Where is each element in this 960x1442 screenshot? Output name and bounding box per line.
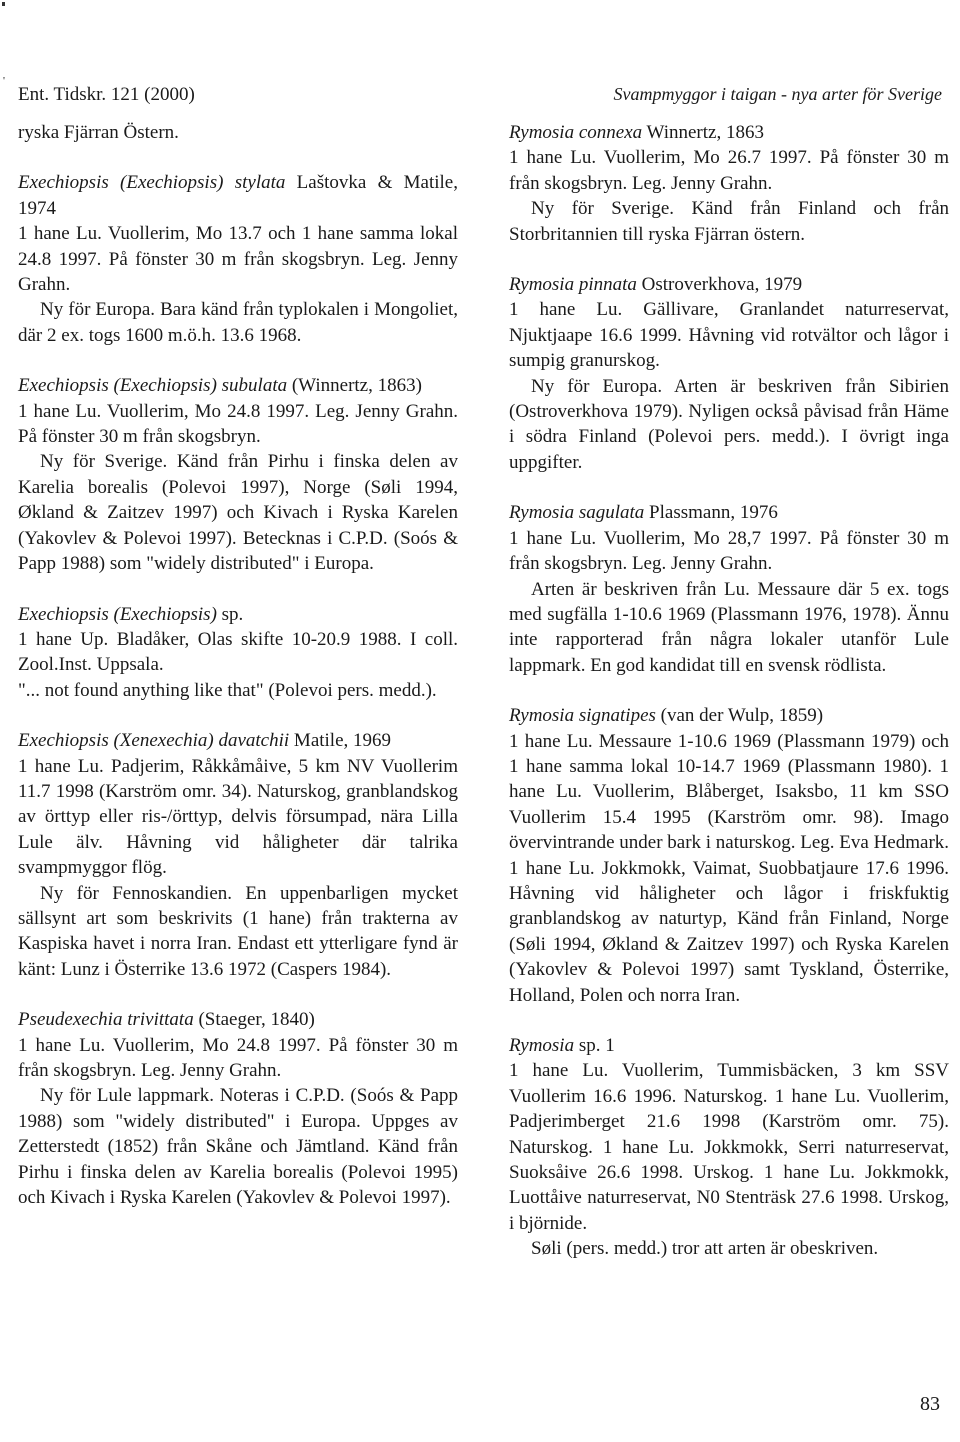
comment-text: Søli (pers. medd.) tror att arten är obeskriven.	[531, 1238, 879, 1260]
species-entry	[18, 120, 458, 145]
record-text: 1 hane Lu. Vuollerim, Mo 24.8 1997. Leg. Jenny Grahn. På fönster 30 m från skogsbryn.	[18, 400, 458, 448]
species-name: Exechiopsis (Exechiopsis) stylata	[18, 172, 286, 194]
species-author: Plassmann, 1976	[644, 502, 778, 524]
right-column	[509, 120, 949, 1287]
comment-text: Ny för Lule lappmark. Noteras i C.P.D. (Soós & Papp 1988) som "widely distributed" i Europa. Uppges av Zetterstedt (1852) från Skåne och Jämtland. Känd från Pirhu i finska delen av Karelia borealis (Polevoi 1995) och Kivach i Ryska Karelen (Yakovlev & Polevoi 1997).	[18, 1085, 458, 1209]
comment-text: Ny för Europa. Bara känd från typlokalen i Mongoliet, där 2 ex. togs 1600 m.ö.h. 13.6 1968.	[18, 299, 458, 346]
record-text: 1 hane Lu. Padjerim, Råkkåmåive, 5 km NV Vuollerim 11.7 1998 (Karström omr. 34). Naturskog, granblandskog av örttyp eller ris-/örttyp, delvis försumpad, nära Lilla Lule älv. Håvning vid håligheter där talrika svampmyggor flög.	[18, 755, 458, 879]
species-author: (Staeger, 1840)	[193, 1009, 315, 1031]
species-title	[509, 272, 949, 297]
record-text: 1 hane Lu. Vuollerim, Mo 13.7 och 1 hane samma lokal 24.8 1997. På fönster 30 m från skogsbryn. Leg. Jenny Grahn.	[18, 223, 458, 296]
species-author: (van der Wulp, 1859)	[655, 705, 824, 727]
species-entry	[18, 728, 458, 982]
species-title	[509, 500, 949, 525]
species-name: Exechiopsis (Exechiopsis) subulata	[18, 375, 288, 397]
species-name: Pseudexechia trivittata	[18, 1009, 194, 1031]
comment-text: Ny för Sverige. Känd från Pirhu i finska delen av Karelia borealis (Polevoi 1997), Norge (Søli 1994, Økland & Zaitzev 1997) och Kivach i Ryska Karelen (Yakovlev & Polevoi 1997). Betecknas i C.P.D. (Soós & Papp 1988) som "widely distributed" i Europa.	[18, 451, 458, 575]
species-name: Rymosia connexa	[509, 122, 643, 143]
running-title: Svampmyggor i taigan - nya arter för Sverige	[613, 84, 942, 104]
scan-tick: '	[3, 75, 5, 87]
record-text: "... not found anything like that" (Polevoi pers. medd.).	[18, 679, 437, 701]
comment-text: Ny för Fennoskandien. En uppenbarligen mycket sällsynt art som beskrivits (1 hane) från trakterna av Kaspiska havet i norra Iran. Endast ett ytterligare fynd är känt: Lunz i Österrike 13.6 1972 (Caspers 1984).	[18, 882, 458, 980]
record-text: 1 hane Lu. Vuollerim, Mo 24.8 1997. På fönster 30 m från skogsbryn. Leg. Jenny Grahn.	[18, 1034, 458, 1081]
left-column	[18, 120, 458, 1235]
scan-mark	[2, 2, 5, 6]
journal-citation: Ent. Tidskr. 121 (2000)	[18, 84, 195, 105]
species-author: Winnertz, 1863	[642, 122, 764, 143]
species-name: Exechiopsis (Xenexechia) davatchii	[18, 730, 290, 752]
page-number: 83	[920, 1393, 940, 1415]
species-entry	[18, 170, 458, 348]
species-entry	[509, 1033, 949, 1262]
record-text: ryska Fjärran Östern.	[18, 122, 179, 143]
comment-text: Ny för Sverige. Känd från Finland och från Storbritannien till ryska Fjärran östern.	[509, 198, 949, 245]
species-author: Matile, 1969	[289, 730, 392, 752]
comment-text: Arten är beskriven från Lu. Messaure där 5 ex. togs med sugfälla 1-10.6 1969 (Plassmann 1976, 1978). Ännu inte rapporterad från några lokaler utanför Lule lappmark. En god kandidat till en svensk rödlista.	[509, 578, 949, 676]
species-name: Rymosia	[509, 1035, 575, 1056]
species-title	[509, 703, 949, 728]
species-title	[18, 1007, 458, 1032]
species-author: sp. 1	[574, 1035, 615, 1056]
species-entry	[509, 120, 949, 247]
record-text: 1 hane Lu. Vuollerim, Tummisbäcken, 3 km SSV Vuollerim 16.6 1996. Naturskog. 1 hane Lu. Vuollerim, Padjerimberget 21.6 1998 (Karström omr. 75). Naturskog. 1 hane Lu. Jokkmokk, Serri naturreservat, Suoksåive 26.6 1998. Urskog. 1 hane Lu. Jokkmokk, Luottåive naturreservat, N0 Stenträsk 27.6 1998. Urskog, i björnide.	[509, 1060, 949, 1234]
species-title	[509, 120, 949, 145]
record-text: 1 hane Up. Bladåker, Olas skifte 10-20.9 1988. I coll. Zool.Inst. Uppsala.	[18, 628, 458, 676]
species-title	[18, 602, 458, 627]
comment-text: Ny för Europa. Arten är beskriven från Sibirien (Ostroverkhova 1979). Nyligen också påvisad från Häme i södra Finland (Polevoi pers. medd.). I övrigt inga uppgifter.	[509, 375, 949, 473]
species-author: Ostroverkhova, 1979	[636, 274, 803, 296]
species-title	[509, 1033, 949, 1058]
species-author: Laštovka & Matile, 1974	[18, 172, 458, 219]
species-entry	[509, 703, 949, 1008]
record-text: 1 hane Lu. Vuollerim, Mo 28,7 1997. På fönster 30 m från skogsbryn. Leg. Jenny Grahn.	[509, 527, 949, 575]
species-author: (Winnertz, 1863)	[287, 375, 422, 397]
species-title	[18, 728, 458, 753]
species-author: sp.	[216, 603, 244, 625]
species-entry	[509, 500, 949, 678]
species-entry	[18, 1007, 458, 1210]
record-text: 1 hane Lu. Vuollerim, Mo 26.7 1997. På fönster 30 m från skogsbryn. Leg. Jenny Grahn.	[509, 147, 949, 194]
record-text: 1 hane Lu. Messaure 1-10.6 1969 (Plassmann 1979) och 1 hane samma lokal 10-14.7 1969 (Plassmann 1980). 1 hane Lu. Vuollerim, Blåberget, Isaksbo, 11 km SSO Vuollerim 15.4 1995 (Karström omr. 98). Imago övervintrande under bark i naturskog. Leg. Eva Hedmark. 1 hane Lu. Jokkmokk, Vaimat, Suobbatjaure 17.6 1996. Håvning vid håligheter och lågor i friskfuktig granblandskog av naturtyp, Känd från Finland, Norge (Søli 1994, Økland & Zaitzev 1997) och Ryska Karelen (Yakovlev & Polevoi 1997) samt Tyskland, Österrike, Holland, Polen och norra Iran.	[509, 730, 950, 1006]
species-title	[18, 373, 458, 398]
species-entry	[509, 272, 949, 475]
species-name: Rymosia sagulata	[509, 502, 645, 524]
species-entry	[18, 373, 458, 576]
species-entry	[18, 602, 458, 704]
species-title	[18, 170, 458, 221]
species-name: Exechiopsis (Exechiopsis)	[18, 603, 217, 625]
record-text: 1 hane Lu. Gällivare, Granlandet naturreservat, Njuktjaape 16.6 1999. Håvning vid rotvältor och lågor i sumpig granurskog.	[509, 299, 949, 372]
species-name: Rymosia pinnata	[509, 274, 637, 296]
species-name: Rymosia signatipes	[509, 705, 656, 727]
